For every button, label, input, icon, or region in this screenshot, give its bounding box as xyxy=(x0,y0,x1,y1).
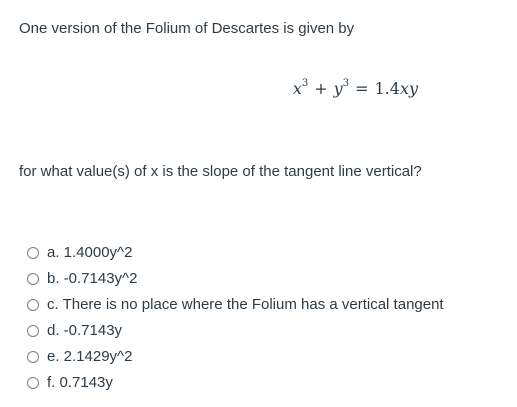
equation-rhs-vars: xy xyxy=(399,79,418,98)
answer-option-b[interactable] xyxy=(27,266,444,292)
answer-label-e: e. 2.1429y^2 xyxy=(47,348,133,365)
answer-label-b: b. -0.7143y^2 xyxy=(47,270,138,287)
answer-option-e[interactable] xyxy=(27,344,444,370)
answer-label-d: d. -0.7143y xyxy=(47,322,123,339)
radio-button-c[interactable] xyxy=(27,299,39,311)
answer-label-a: a. 1.4000y^2 xyxy=(47,244,133,261)
answer-option-a[interactable] xyxy=(27,240,444,266)
radio-button-e[interactable] xyxy=(27,351,39,363)
radio-button-b[interactable] xyxy=(27,273,39,285)
question-prompt: for what value(s) of x is the slope of the tangent line vertical? xyxy=(19,163,422,180)
answer-label-f: f. 0.7143y xyxy=(47,374,113,391)
answer-option-d[interactable] xyxy=(27,318,444,344)
answer-option-f[interactable] xyxy=(27,370,444,396)
answer-option-c[interactable] xyxy=(27,292,444,318)
equation-var-y: y xyxy=(333,79,343,98)
equation-coefficient: 1.4 xyxy=(374,79,400,98)
equation-exponent-x: 3 xyxy=(301,78,309,89)
question-intro: One version of the Folium of Descartes is given by xyxy=(19,20,355,37)
radio-button-f[interactable] xyxy=(27,377,39,389)
equation-equals: = xyxy=(355,79,369,98)
answer-list xyxy=(27,240,444,396)
equation-plus: + xyxy=(314,79,328,98)
radio-button-a[interactable] xyxy=(27,247,39,259)
answer-label-c: c. There is no place where the Folium has a vertical tangent xyxy=(47,296,444,313)
equation-exponent-y: 3 xyxy=(342,78,350,89)
equation-var-x: x xyxy=(292,79,302,98)
radio-button-d[interactable] xyxy=(27,325,39,337)
folium-equation xyxy=(0,78,418,100)
